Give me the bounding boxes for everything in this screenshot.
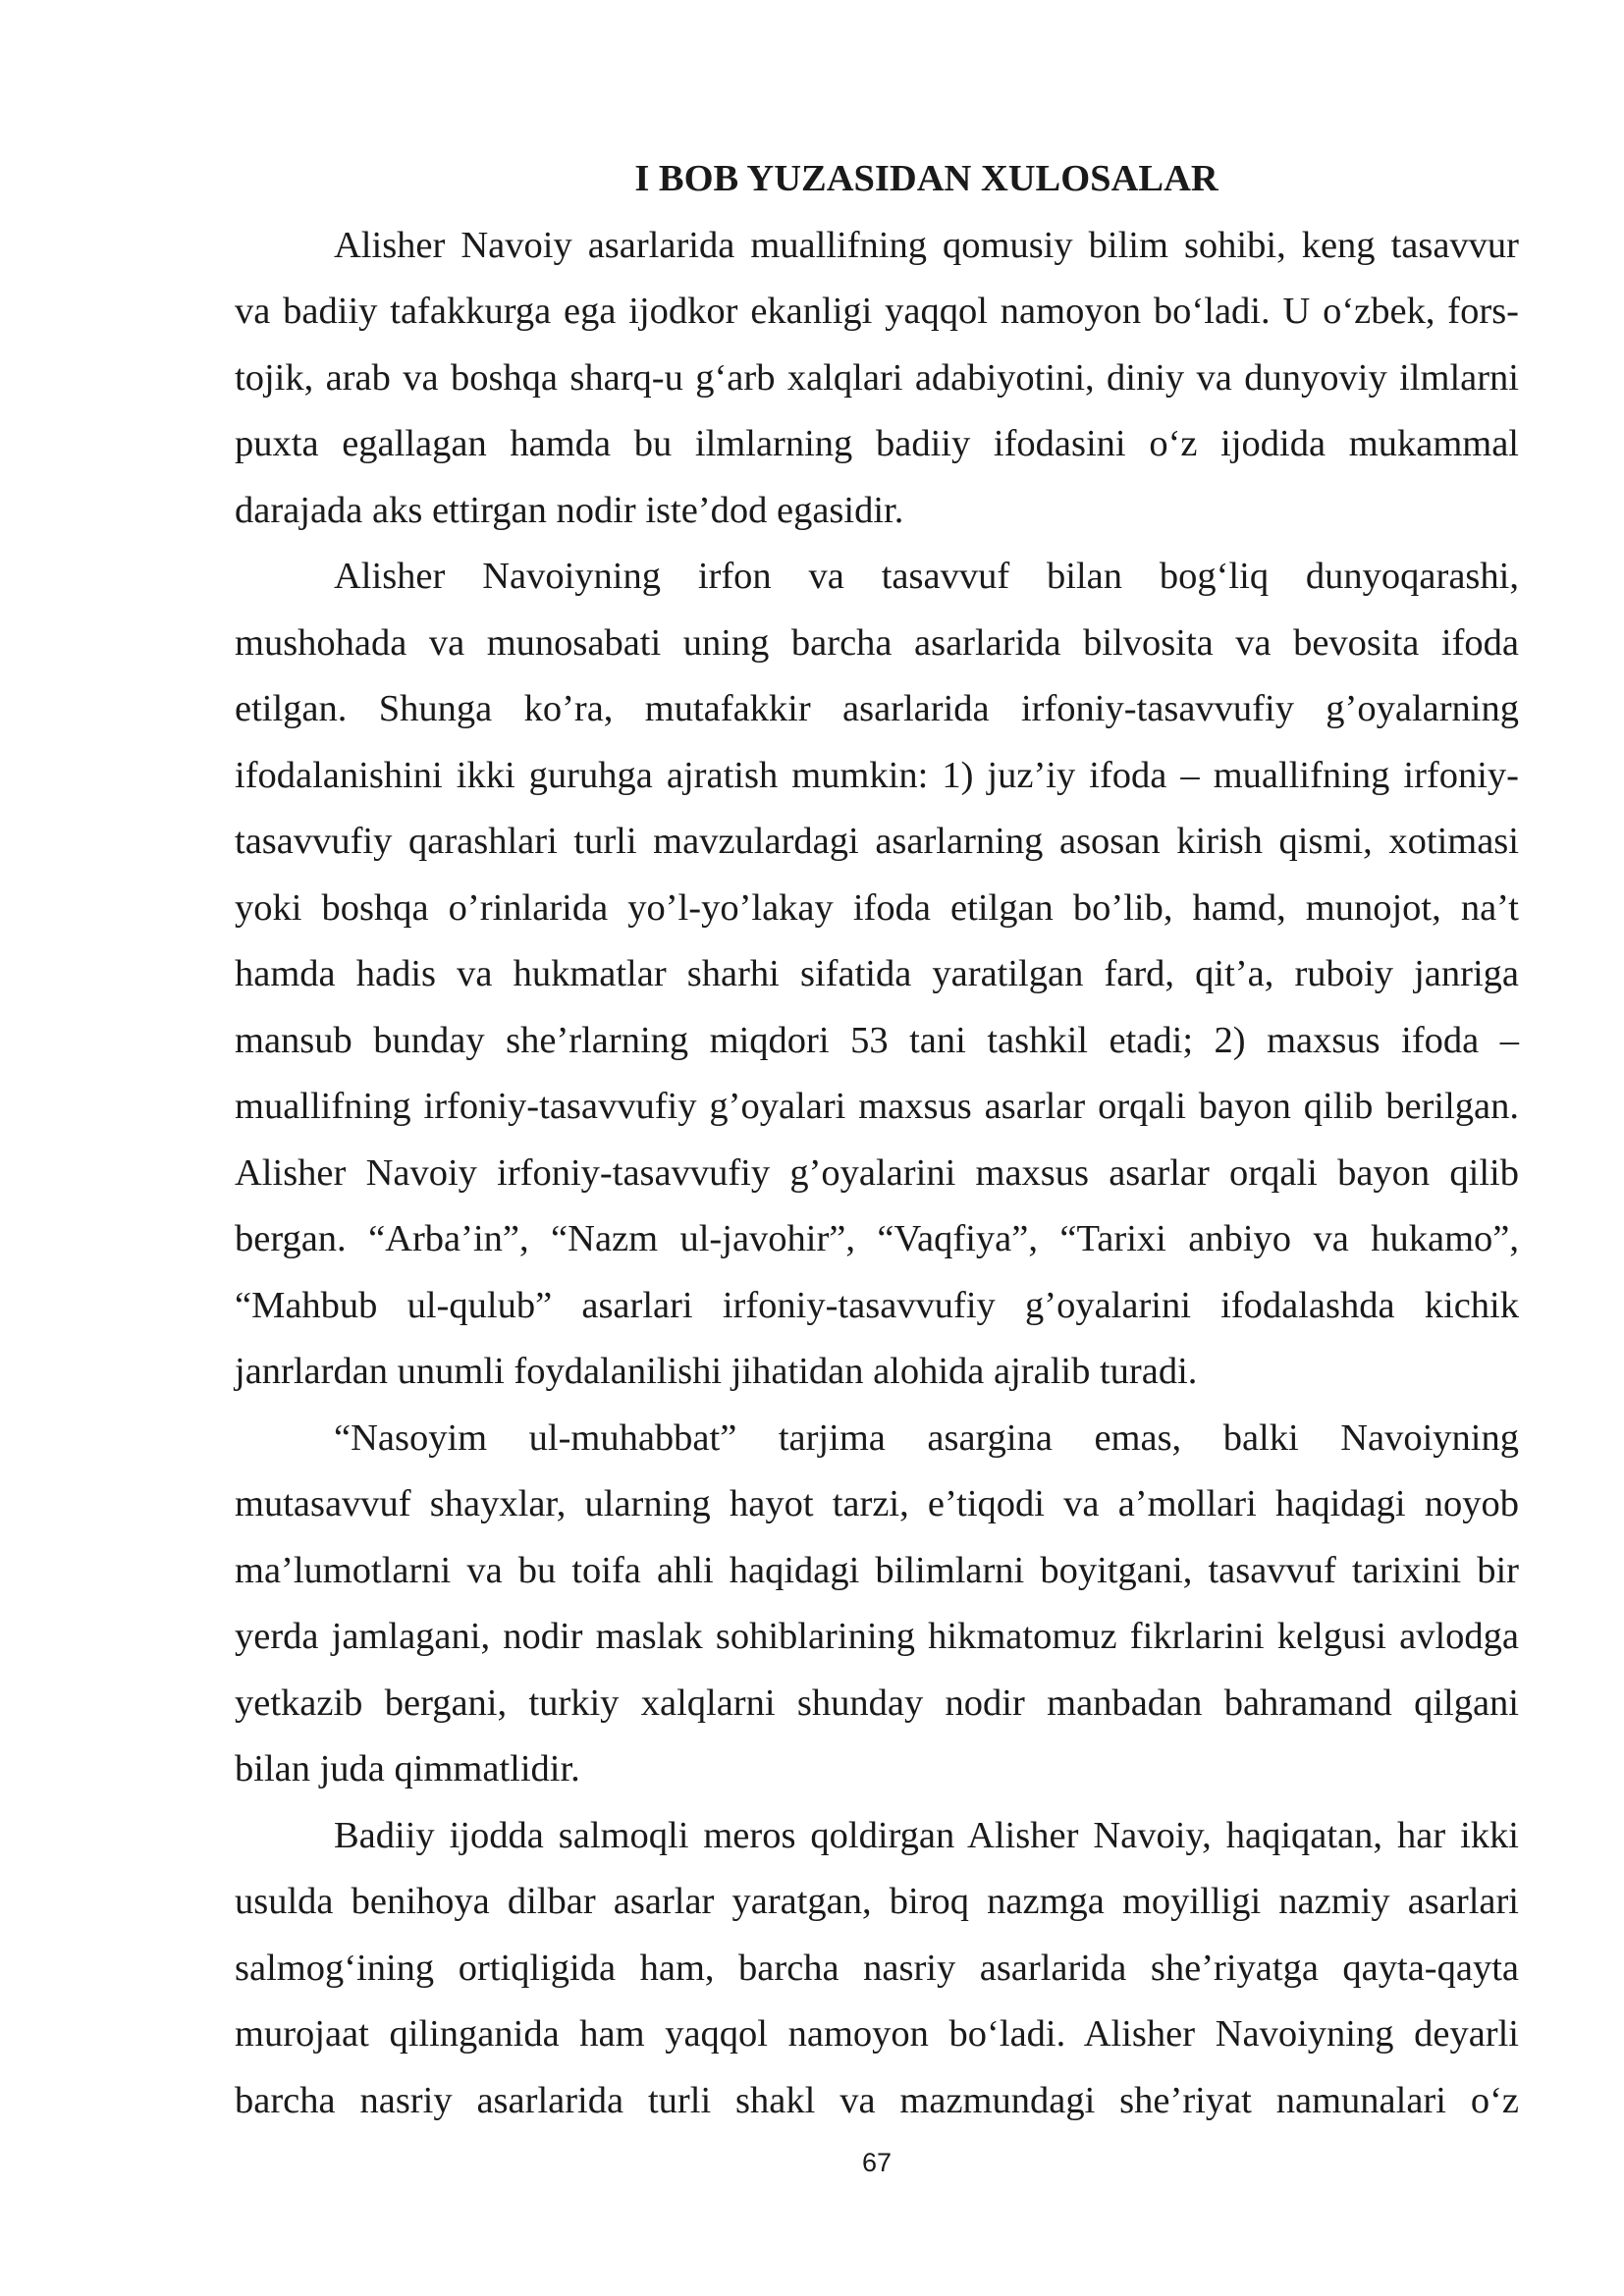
paragraph-line: mushohada va munosabati uning barcha asarlarida bilvosita va bevosita ifoda [235,621,1519,664]
paragraph-line: Badiiy ijodda salmoqli meros qoldirgan Alisher Navoiy, haqiqatan, har ikki [334,1814,1519,1856]
paragraphs [235,213,1519,2135]
paragraph-line: janrlardan unumli foydalanilishi jihatidan alohida ajralib turadi. [235,1351,1198,1392]
paragraph-line: Alisher Navoiy irfoniy-tasavvufiy g’oyalarini maxsus asarlar orqali bayon qilib [235,1151,1519,1194]
paragraph [235,213,1519,545]
paragraph [235,1406,1519,1803]
paragraph-line: tojik, arab va boshqa sharq-u g‘arb xalqlari adabiyotini, diniy va dunyoviy ilmlarni [235,356,1519,399]
paragraph-line: mansub bunday she’rlarning miqdori 53 tani tashkil etadi; 2) maxsus ifoda – [235,1019,1519,1061]
paragraph-line: murojaat qilinganida ham yaqqol namoyon bo‘ladi. Alisher Navoiyning deyarli [235,2013,1519,2055]
paragraph [235,1803,1519,2135]
paragraph-line: barcha nasriy asarlarida turli shakl va mazmundagi she’riyat namunalari o‘z [235,2079,1519,2121]
paragraph-line: Alisher Navoiy asarlarida muallifning qomusiy bilim sohibi, keng tasavvur [334,224,1519,266]
paragraph-line: ma’lumotlarni va bu toifa ahli haqidagi bilimlarni boyitgani, tasavvuf tarixini bir [235,1549,1519,1591]
paragraph-line: yoki boshqa o’rinlarida yo’l-yo’lakay ifoda etilgan bo’lib, hamd, munojot, na’t [235,886,1519,929]
paragraph-line: mutasavvuf shayxlar, ularning hayot tarzi, e’tiqodi va a’mollari haqidagi noyob [235,1483,1519,1524]
paragraph-line: hamda hadis va hukmatlar sharhi sifatida yaratilgan fard, qit’a, ruboiy janriga [235,953,1519,994]
page-number: 67 [861,2148,893,2177]
paragraph-line: va badiiy tafakkurga ega ijodkor ekanligi yaqqol namoyon bo‘ladi. U o‘zbek, fors- [235,291,1519,332]
paragraph-line: bilan juda qimmatlidir. [235,1748,580,1789]
paragraph-line: darajada aks ettirgan nodir iste’dod egasidir. [235,489,904,531]
body-text [235,146,1519,2134]
paragraph-line: bergan. “Arba’in”, “Nazm ul-javohir”, “Vaqfiya”, “Tarixi anbiyo va hukamo”, [235,1218,1519,1259]
paragraph-line: tasavvufiy qarashlari turli mavzulardagi asarlarning asosan kirish qismi, xotimasi [235,821,1519,862]
paragraph-line: yerda jamlagani, nodir maslak sohiblarining hikmatomuz fikrlarini kelgusi avlodga [235,1616,1519,1657]
paragraph-line: muallifning irfoniy-tasavvufiy g’oyalari maxsus asarlar orqali bayon qilib berilgan. [235,1086,1519,1127]
paragraph-line: yetkazib bergani, turkiy xalqlarni shunday nodir manbadan bahramand qilgani [235,1682,1519,1724]
paragraph-line: ifodalanishini ikki guruhga ajratish mumkin: 1) juz’iy ifoda – muallifning irfoniy- [235,754,1519,796]
paragraph-line: etilgan. Shunga ko’ra, mutafakkir asarlarida irfoniy-tasavvufiy g’oyalarning [235,688,1519,729]
paragraph-line: puxta egallagan hamda bu ilmlarning badiiy ifodasini o‘z ijodida mukammal [235,423,1519,464]
paragraph-line: Alisher Navoiyning irfon va tasavvuf bilan bog‘liq dunyoqarashi, [334,556,1519,597]
paragraph-line: “Mahbub ul-qulub” asarlari irfoniy-tasavvufiy g’oyalarini ifodalashda kichik [235,1284,1519,1326]
chapter-conclusion-title: I BOB YUZASIDAN XULOSALAR [634,158,1218,199]
paragraph-line: “Nasoyim ul-muhabbat” tarjima asargina emas, balki Navoiyning [334,1416,1519,1459]
paragraph [235,544,1519,1406]
paragraph-line: salmog‘ining ortiqligida ham, barcha nasriy asarlarida she’riyatga qayta-qayta [235,1947,1519,1989]
paragraph-line: usulda benihoya dilbar asarlar yaratgan, biroq nazmga moyilligi nazmiy asarlari [235,1881,1519,1922]
